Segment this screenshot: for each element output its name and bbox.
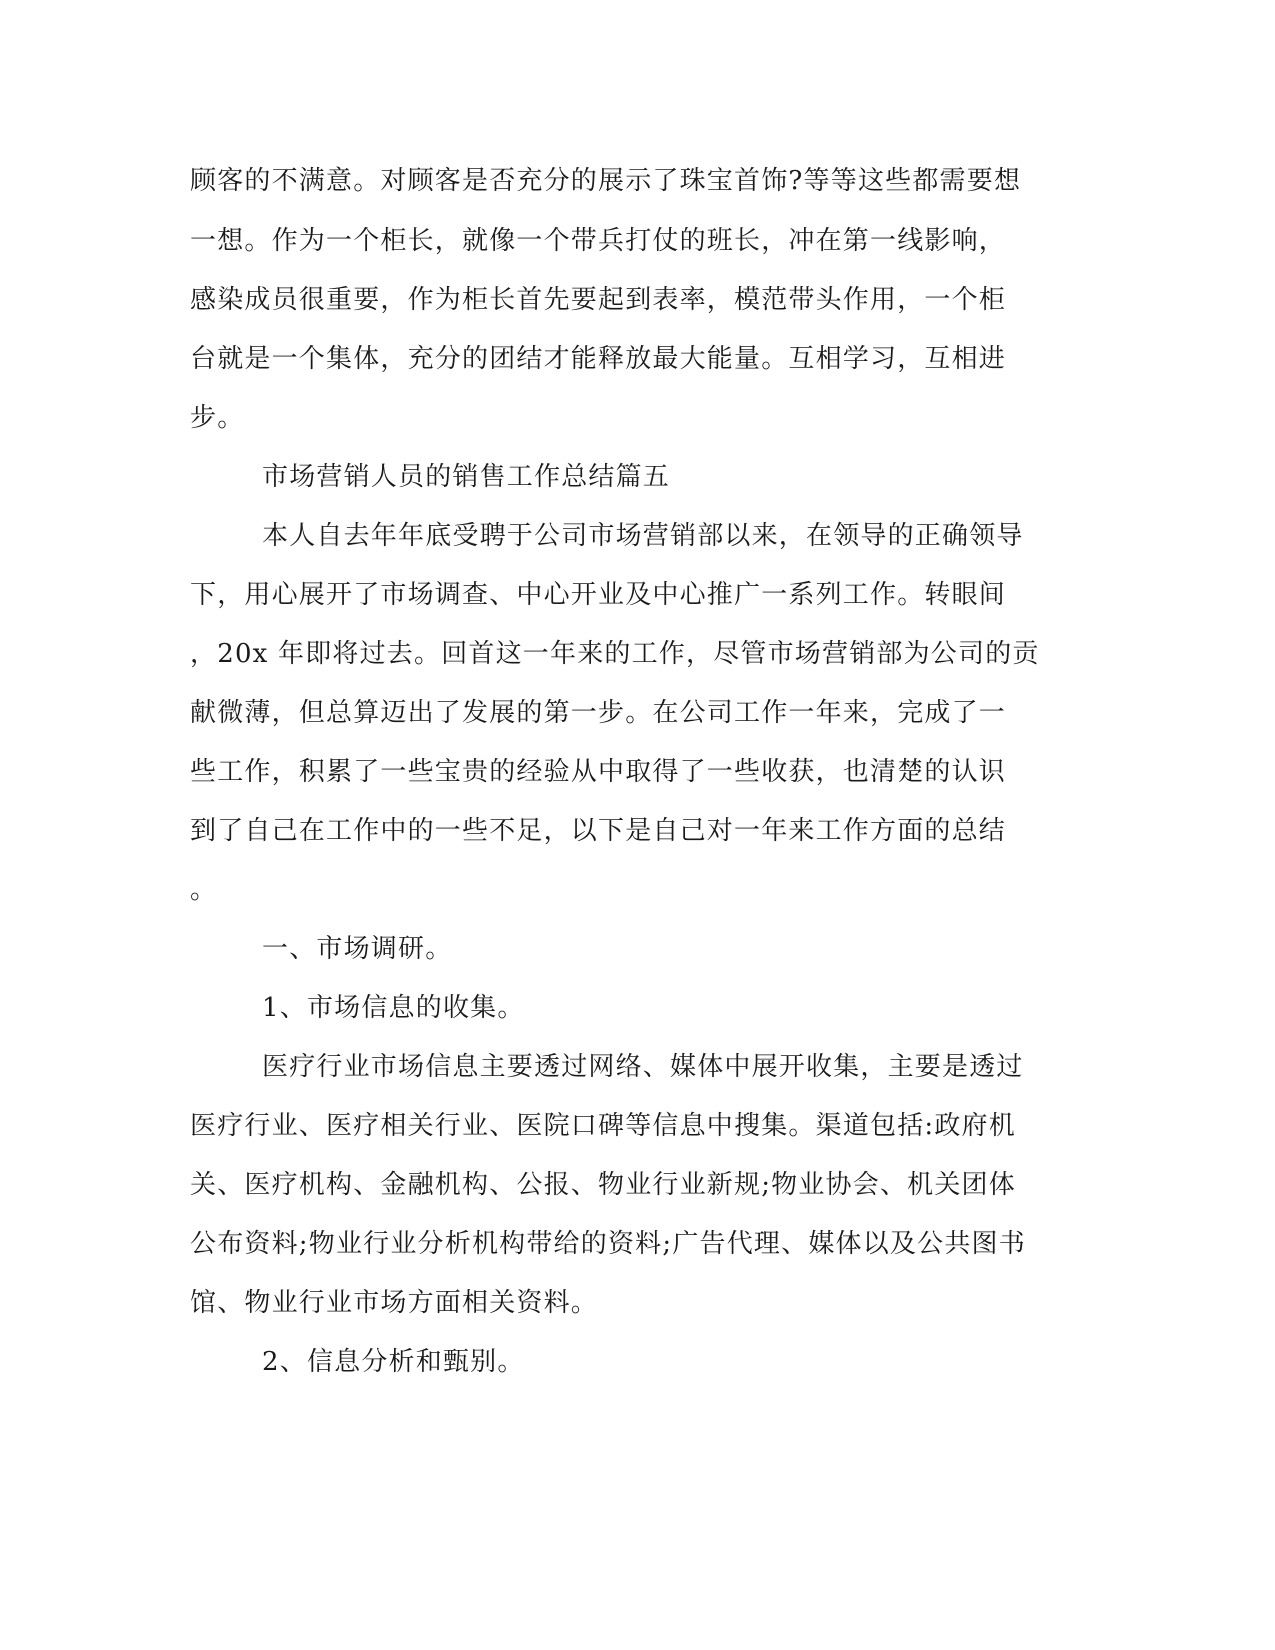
- paragraph-line: 台就是一个集体，充分的团结才能释放最大能量。互相学习，互相进: [190, 344, 1007, 374]
- section-heading: 市场营销人员的销售工作总结篇五: [262, 462, 671, 492]
- paragraph-line: ，20x 年即将过去。回首这一年来的工作，尽管市场营销部为公司的贡: [190, 639, 1040, 669]
- paragraph-line: 到了自己在工作中的一些不足，以下是自己对一年来工作方面的总结: [190, 816, 1007, 846]
- paragraph-line: 献微薄，但总算迈出了发展的第一步。在公司工作一年来，完成了一: [190, 698, 1007, 728]
- paragraph-line: 本人自去年年底受聘于公司市场营销部以来，在领导的正确领导: [262, 521, 1024, 551]
- paragraph-line: 一想。作为一个柜长，就像一个带兵打仗的班长，冲在第一线影响，: [190, 226, 1007, 256]
- paragraph-line: 医疗行业市场信息主要透过网络、媒体中展开收集，主要是透过: [262, 1052, 1024, 1082]
- paragraph-line: 馆、物业行业市场方面相关资料。: [190, 1288, 599, 1318]
- paragraph-line: 下，用心展开了市场调查、中心开业及中心推广一系列工作。转眼间: [190, 580, 1007, 610]
- paragraph-line: 公布资料;物业行业分析机构带给的资料;广告代理、媒体以及公共图书: [190, 1229, 1026, 1259]
- subsection-heading: 1、市场信息的收集。: [262, 993, 525, 1023]
- subsection-heading: 2、信息分析和甄别。: [262, 1347, 525, 1377]
- subsection-heading: 一、市场调研。: [262, 934, 453, 964]
- paragraph-line: 。: [190, 875, 218, 905]
- paragraph-line: 步。: [190, 403, 245, 433]
- paragraph-line: 顾客的不满意。对顾客是否充分的展示了珠宝首饰?等等这些都需要想: [190, 166, 1022, 196]
- paragraph-line: 关、医疗机构、金融机构、公报、物业行业新规;物业协会、机关团体: [190, 1170, 1016, 1200]
- paragraph-line: 医疗行业、医疗相关行业、医院口碑等信息中搜集。渠道包括:政府机: [190, 1111, 1016, 1141]
- paragraph-line: 些工作，积累了一些宝贵的经验从中取得了一些收获，也清楚的认识: [190, 757, 1007, 787]
- paragraph-line: 感染成员很重要，作为柜长首先要起到表率，模范带头作用，一个柜: [190, 285, 1007, 315]
